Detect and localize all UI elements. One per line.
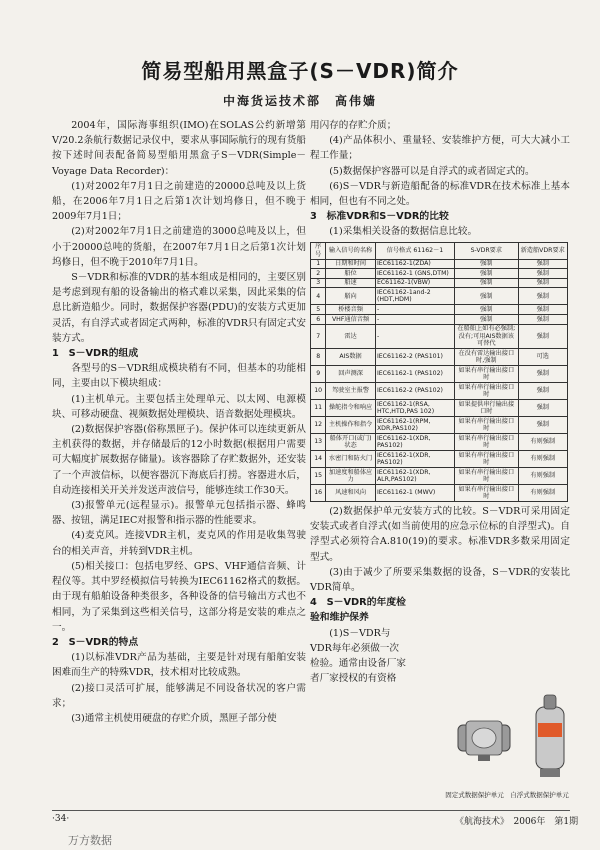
paragraph: (3)通常主机使用硬盘的存贮介质，黑匣子部分使 [71, 712, 277, 724]
table-cell: 可选 [518, 349, 568, 366]
table-cell: 16 [311, 485, 326, 502]
table-cell: 主机操作和指令 [326, 417, 375, 434]
table-cell: IEC61162-1(XDR, ALR,PAS102) [375, 468, 454, 485]
table-row [311, 417, 568, 434]
table-cell: IEC61162-1and-2 (HDT,HDM) [375, 288, 454, 305]
left-column [52, 118, 306, 726]
table-header-cell: S-VDR要求 [455, 242, 518, 259]
float-free-pdu-illustration [536, 695, 564, 777]
table-cell: 加速度和船体应力 [326, 468, 375, 485]
table-cell: - [375, 324, 454, 348]
table-cell: 强制 [455, 315, 518, 325]
paragraph: (1)采集相关设备的数据信息比较。 [329, 226, 478, 238]
paragraph: (2)数据保护容器(俗称黑匣子)。保护体可以连续更新从主机获得的数据，并存储最后的12小时数据(根据用户需要可大幅度扩展数据存储量)。该容器除了存贮数据外，还安装了一个声波信标，以便容器沉下海底后打捞。容器进水后，自动连接相关开关并发送声波信号，能够连续工作30天。 [52, 424, 306, 496]
table-cell: 强制 [455, 288, 518, 305]
table-cell: EC61162-1(VBW) [375, 278, 454, 288]
table-cell: IEC61162-1(ZDA) [375, 259, 454, 269]
table-row [311, 400, 568, 417]
table-cell: 强制 [518, 288, 568, 305]
table-cell: IEC61162-1(XDR, PAS102) [375, 451, 454, 468]
table-row [311, 434, 568, 451]
table-cell: 强制 [455, 269, 518, 279]
table-row [311, 324, 568, 348]
table-header-cell: 信号格式 61162－1 [375, 242, 454, 259]
table-cell: 如果有串行输出接口时 [455, 434, 518, 451]
table-row [311, 366, 568, 383]
table-cell: IEC61162-1 (GNS,DTM) [375, 269, 454, 279]
paragraph: (6)S－VDR与新造船配备的标准VDR在技术标准上基本相同，但也有不同之处。 [310, 180, 570, 208]
paragraph: (2)接口灵活可扩展，能够满足不同设备状况的客户需求； [52, 682, 306, 709]
paragraph: (2)对2002年7月1日之前建造的3000总吨及以上，但小于20000总吨的货船，在2007年7月1日之后第1次计划坞修日，但不晚于2010年7月1日。 [52, 226, 306, 268]
table-cell: 3 [311, 278, 326, 288]
paragraph: (4)产品体积小、重量轻、安装维护方便，可大大减小工程工作量； [310, 135, 570, 162]
table-cell: 1 [311, 259, 326, 269]
paragraph: 用闪存的存贮介质； [310, 120, 397, 131]
page-number: ·34· [52, 814, 70, 824]
table-cell: 有则强制 [518, 468, 568, 485]
paragraph: 2004年，国际海事组织(IMO)在SOLAS公约新增第V/20.2条航行数据记录仪中，要求从事国际航行的现有货船按下述时间表配备简易型船用黑盒子S－VDR(Simple－Voyage Data Recorder)： [52, 120, 306, 177]
table-cell: 强制 [518, 417, 568, 434]
table-cell: IEC61162-1 (MWV) [375, 485, 454, 502]
table-header-cell: 输入信号的名称 [326, 242, 375, 259]
table-cell: - [375, 305, 454, 315]
section-heading: 2 S－VDR的特点 [52, 636, 139, 648]
table-header-cell: 序号 [311, 242, 326, 259]
watermark: 万方数据 [68, 834, 112, 847]
table-cell: 有则强制 [518, 434, 568, 451]
table-cell: 强制 [518, 305, 568, 315]
table-cell: 4 [311, 288, 326, 305]
table-row [311, 349, 568, 366]
paragraph: 各型号的S－VDR组成模块稍有不同，但基本的功能相同，主要由以下模块组成： [52, 363, 306, 390]
table-row [311, 468, 568, 485]
table-cell: 7 [311, 324, 326, 348]
table-cell: 风速和风向 [326, 485, 375, 502]
table-cell: IEC61162-2 (PAS102) [375, 383, 454, 400]
paragraph: (3)由于减少了所要采集数据的设备，S－VDR的安装比VDR简单。 [310, 566, 570, 594]
section-heading: 验和维护保养 [310, 612, 369, 624]
table-cell: 有则强制 [518, 451, 568, 468]
fixed-pdu-illustration [458, 721, 510, 761]
comparison-table [310, 242, 568, 502]
paragraph: (3)报警单元(远程显示)。报警单元包括指示器、蜂鸣器、按钮，满足IEC对报警和指示器的性能要求。 [52, 500, 306, 527]
table-cell: 强制 [518, 400, 568, 417]
footer-rule [52, 810, 570, 811]
table-cell: 强制 [518, 315, 568, 325]
table-cell: 雷达 [326, 324, 375, 348]
table-cell: 12 [311, 417, 326, 434]
figure-caption: 固定式数据保护单元 自浮式数据保护单元 [445, 791, 569, 799]
paragraph: (4)麦克风。连接VDR主机，麦克风的作用是收集驾驶台的相关声音，并转到VDR主机。 [52, 530, 306, 557]
table-cell: 2 [311, 269, 326, 279]
section-heading: 4 S－VDR的年度检 [310, 597, 406, 609]
table-cell: 如果有串行输出接口时 [455, 468, 518, 485]
table-cell: 日期和时间 [326, 259, 375, 269]
table-cell: 如果有串行输出接口时 [455, 383, 518, 400]
table-cell: 6 [311, 315, 326, 325]
paragraph: 者厂家授权的有资格 [310, 673, 397, 685]
table-cell: 强制 [455, 305, 518, 315]
table-cell: 如果有串行输出接口时 [455, 417, 518, 434]
table-row [311, 259, 568, 269]
table-cell: 如果有串行输出接口时 [455, 485, 518, 502]
table-cell: 强制 [518, 383, 568, 400]
paragraph: (1)S－VDR与 [329, 627, 391, 639]
table-cell: 8 [311, 349, 326, 366]
paragraph: 检验。通常由设备厂家 [310, 658, 406, 670]
table-cell: 强制 [455, 259, 518, 269]
table-cell: 如果有串行输出接口时 [455, 451, 518, 468]
table-cell: 强制 [518, 259, 568, 269]
table-body [311, 259, 568, 501]
table-row [311, 269, 568, 279]
table-row [311, 451, 568, 468]
paragraph: (5)相关接口：包括电罗经、GPS、VHF通信音频、计程仪等。其中罗经模拟信号转换为IEC61162格式的数据。由于现有船舶设备种类很多，各种设备的信号输出方式也不相同，为了采集到这些相关信号，这部分将是安装的难点之一。 [52, 560, 306, 633]
table-row [311, 278, 568, 288]
table-cell: 9 [311, 366, 326, 383]
table-cell: 5 [311, 305, 326, 315]
table-cell: IEC61162-1(RSA, HTC,HTD,PAS 102) [375, 400, 454, 417]
article-title: 简易型船用黑盒子(S－VDR)简介 [141, 59, 459, 83]
table-row [311, 305, 568, 315]
table-cell: 船体开口(或门)状态 [326, 434, 375, 451]
article-author: 中海货运技术部 高伟嫱 [222, 94, 377, 108]
table-cell: AIS数据 [326, 349, 375, 366]
table-cell: 强制 [518, 366, 568, 383]
table-row [311, 315, 568, 325]
table-header-cell: 新造船VDR要求 [518, 242, 568, 259]
table-cell: 艏向 [326, 288, 375, 305]
table-cell: IEC61162-1(XDR, PAS102) [375, 434, 454, 451]
paragraph: (1)主机单元。主要包括主处理单元、以太网、电源模块、可移动硬盘、视频数据处理模块、语音数据处理模块。 [52, 393, 306, 420]
table-cell: 10 [311, 383, 326, 400]
table-cell: VHF通信音频 [326, 315, 375, 325]
table-header-row [311, 242, 568, 259]
table-cell: 回声测深 [326, 366, 375, 383]
table-row [311, 485, 568, 502]
table-cell: 操舵指令和响应 [326, 400, 375, 417]
table-row [311, 288, 568, 305]
section-heading: 1 S－VDR的组成 [52, 348, 139, 360]
table-cell: 桥楼音频 [326, 305, 375, 315]
table-row [311, 383, 568, 400]
table-cell: 在没有雷达输出接口时,强制 [455, 349, 518, 366]
table-cell: 驾驶室主报警 [326, 383, 375, 400]
table-cell: 11 [311, 400, 326, 417]
table-cell: 船速 [326, 278, 375, 288]
paragraph: S－VDR和标准的VDR的基本组成是相同的，主要区别是考虑到现有船的设备输出的格式难以采集，因此采集的信息比新造船少。同时，数据保护容器(PDU)的安装方式更加灵活，有自浮式或者固定式两种，标准的VDR只有固定式安装方式。 [52, 272, 306, 344]
table-cell: IEC61162-2 (PAS101) [375, 349, 454, 366]
journal-info: 《航海技术》 2006年 第1期 [455, 817, 579, 827]
paragraph: (5)数据保护容器可以是自浮式的或者固定式的。 [329, 165, 535, 177]
table-cell: 有则强制 [518, 485, 568, 502]
table-cell: - [375, 315, 454, 325]
table-cell: 13 [311, 434, 326, 451]
table-cell: 14 [311, 451, 326, 468]
section-heading: 3 标准VDR和S－VDR的比较 [310, 211, 449, 223]
pdu-photo [452, 685, 576, 795]
paragraph: VDR每年必须做一次 [310, 642, 399, 654]
table-cell: 强制 [518, 324, 568, 348]
table-cell: 强制 [518, 269, 568, 279]
table-cell: 强制 [455, 278, 518, 288]
table-cell: 在船舶上如有必强制;没有;可用AIS数据该可替代 [455, 324, 518, 348]
right-column [310, 118, 570, 686]
table-cell: 15 [311, 468, 326, 485]
table-cell: IEC61162-1(RPM, XDR,PAS102) [375, 417, 454, 434]
table-cell: 强制 [518, 278, 568, 288]
table-cell: 如果有串行输出接口时 [455, 366, 518, 383]
paragraph: (1)以标准VDR产品为基础，主要是针对现有船舶安装困难而生产的特殊VDR，技术相对比较成熟。 [52, 652, 306, 679]
paragraph: (2)数据保护单元安装方式的比较。S－VDR可采用固定安装式或者自浮式(如当前使用的应急示位标的自浮型式)。自浮型式必须符合A.810(19)的要求。标准VDR多数采用固定型式。 [310, 506, 570, 563]
table-cell: 船位 [326, 269, 375, 279]
table-cell: 如果提供串行输出接口时 [455, 400, 518, 417]
paragraph: (1)对2002年7月1日之前建造的20000总吨及以上货船，在2006年7月1日之后第1次计划坞修日，但不晚于2009年7月1日； [52, 180, 306, 223]
table-cell: IEC61162-1 (PAS102) [375, 366, 454, 383]
table-cell: 水密门和防火门 [326, 451, 375, 468]
